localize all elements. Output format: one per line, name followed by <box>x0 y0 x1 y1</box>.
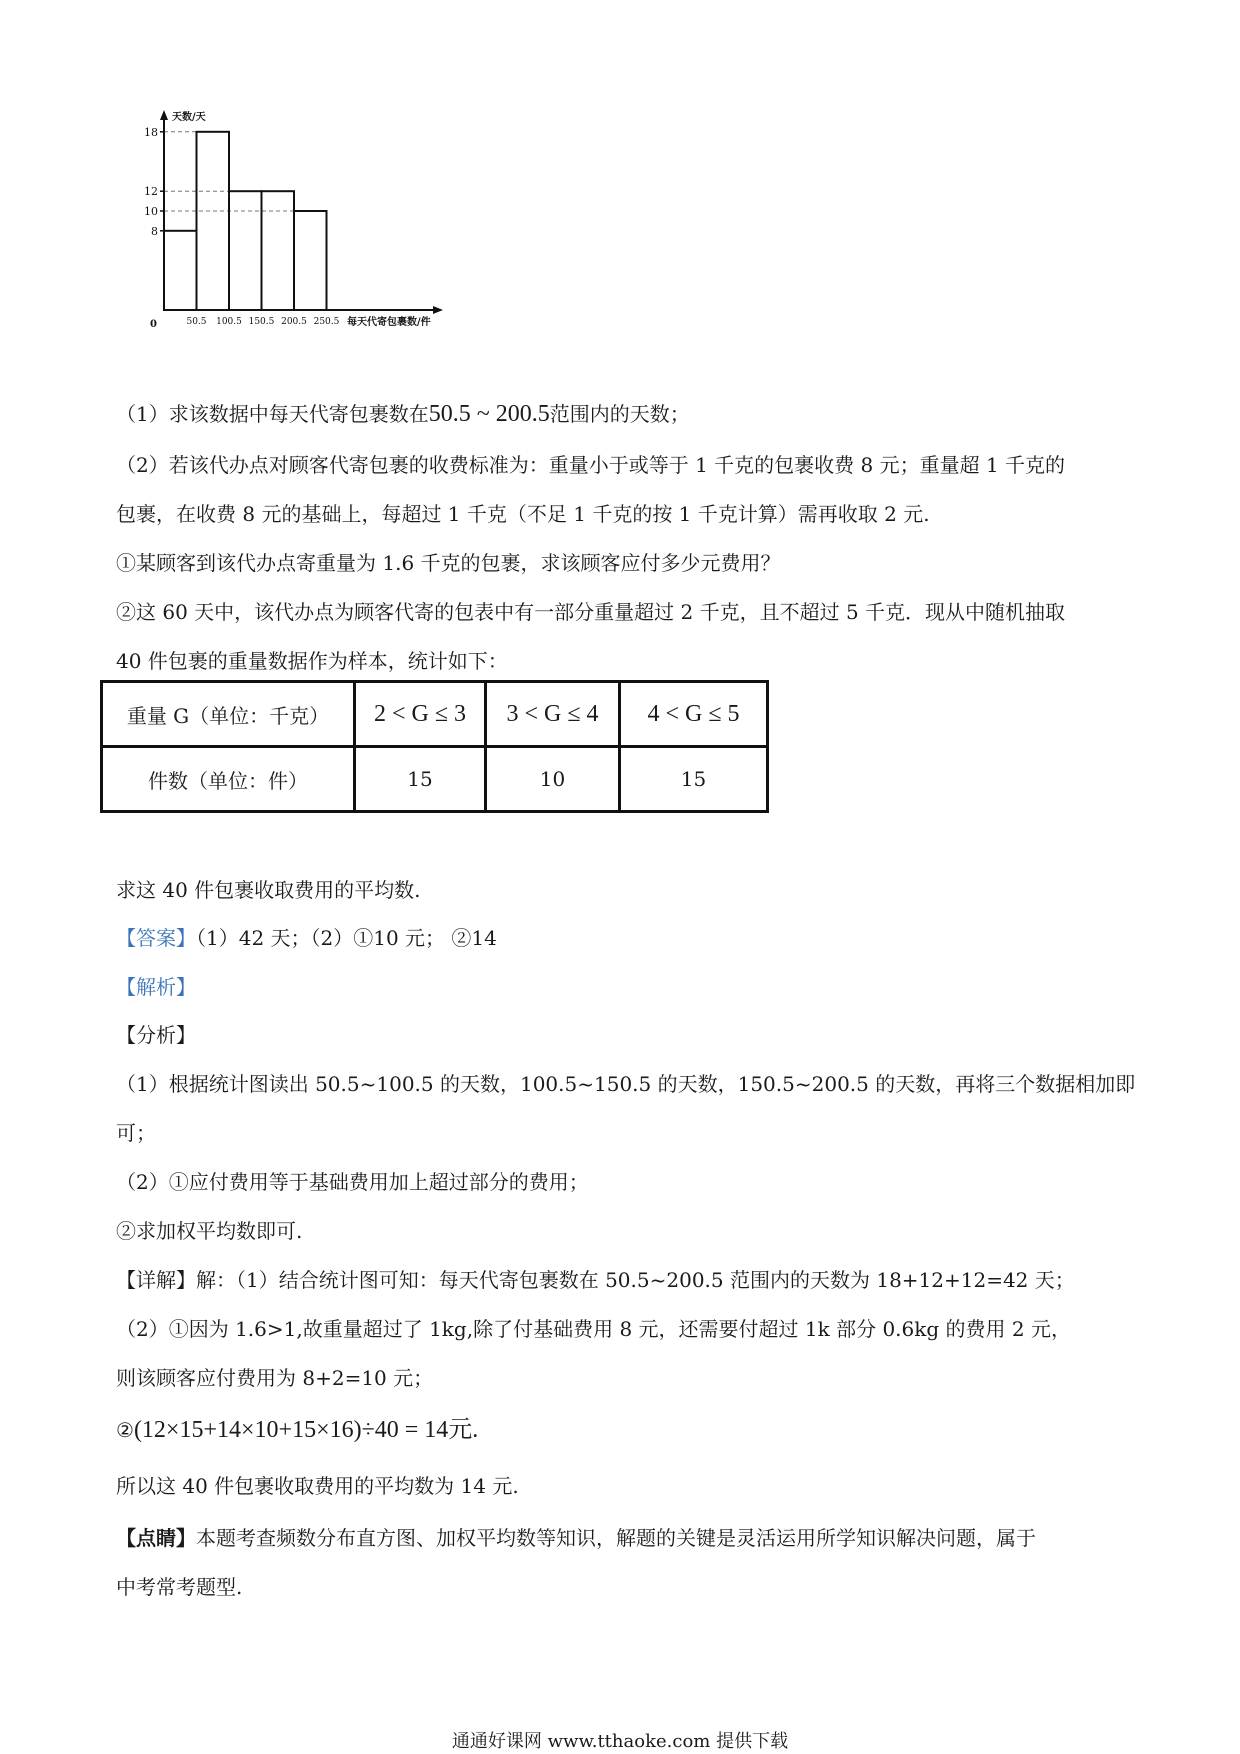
answer-text: （1）42 天；（2）①10 元； ②14 <box>196 926 497 950</box>
question-1-range: 50.5 ~ 200.5 <box>428 401 550 427</box>
histogram-chart <box>140 110 480 380</box>
detail-1-text: 解：（1）结合统计图可知：每天代寄包裹数在 50.5~200.5 范围内的天数为 18+12+12=42 天； <box>196 1268 1075 1292</box>
table-cell: 10 <box>486 747 620 812</box>
comment-text: 本题考查频数分布直方图、加权平均数等知识，解题的关键是灵活运用所学知识解决问题，属于 <box>196 1526 1036 1550</box>
table-header-cell: 重量 G（单位：千克） <box>102 682 355 747</box>
question-2-sub-1: ①某顾客到该代办点寄重量为 1.6 千克的包裹，求该顾客应付多少元费用？ <box>116 551 781 575</box>
x-axis-arrow <box>433 306 443 314</box>
question-1 <box>116 400 690 428</box>
y-axis-label: 天数/天 <box>172 112 206 123</box>
table-header-cell: 4 < G ≤ 5 <box>620 682 768 747</box>
fenxi-1-line-2: 可； <box>116 1121 156 1145</box>
table-header-row <box>102 682 768 747</box>
x-tick-label: 250.5 <box>313 317 340 327</box>
y-tick-label: 8 <box>151 224 158 238</box>
histogram-bar <box>164 231 197 310</box>
x-tick-label: 100.5 <box>216 317 242 327</box>
question-2-line-1: （2）若该代办点对顾客代寄包裹的收费标准为：重量小于或等于 1 千克的包裹收费 8 元；重量超 1 千克的 <box>116 453 1066 477</box>
y-tick-label: 12 <box>144 185 158 199</box>
histogram-bar <box>294 211 327 310</box>
analysis-tag: 【解析】 <box>116 975 196 999</box>
question-1-tail: 范围内的天数； <box>549 402 690 426</box>
page-footer: 通通好课网 www.tthaoke.com 提供下载 <box>451 1731 789 1752</box>
comment-tag: 【点睛】 <box>116 1526 196 1550</box>
fenxi-1-line-1: （1）根据统计图读出 50.5~100.5 的天数，100.5~150.5 的天数，150.5~200.5 的天数，再将三个数据相加即 <box>116 1072 1136 1096</box>
question-2-line-2: 包裹，在收费 8 元的基础上，每超过 1 千克（不足 1 千克的按 1 千克计算）需再收取 2 元. <box>116 502 930 526</box>
answer-line <box>116 924 497 952</box>
comment-line-1 <box>116 1524 1036 1552</box>
fenxi-2: （2）①应付费用等于基础费用加上超过部分的费用； <box>116 1170 589 1194</box>
detail-tag: 【详解】 <box>116 1268 196 1292</box>
detail-2-line-1: （2）①因为 1.6>1,故重量超过了 1kg,除了付基础费用 8 元，还需要付超过 1k 部分 0.6kg 的费用 2 元， <box>116 1317 1071 1341</box>
detail-3 <box>116 1416 478 1444</box>
detail-line-1 <box>116 1266 1075 1294</box>
x-tick-label: 150.5 <box>248 317 275 327</box>
weight-table <box>100 680 769 813</box>
histogram-bar <box>197 132 230 310</box>
question-2-sub-2-ask: 求这 40 件包裹收取费用的平均数. <box>116 878 421 902</box>
histogram-bar <box>229 191 262 310</box>
y-tick-label: 10 <box>144 205 158 218</box>
table-row <box>102 747 768 812</box>
fenxi-3: ②求加权平均数即可. <box>116 1219 303 1243</box>
table-header-cell: 3 < G ≤ 4 <box>486 682 620 747</box>
x-tick-label: 50.5 <box>186 317 207 327</box>
y-axis-arrow <box>160 110 168 120</box>
detail-2-line-2: 则该顾客应付费用为 8+2=10 元； <box>116 1366 434 1390</box>
fenxi-tag: 【分析】 <box>116 1023 196 1047</box>
origin-label: 0 <box>150 319 157 330</box>
y-tick-label: 18 <box>144 125 158 139</box>
x-tick-label: 200.5 <box>281 317 307 327</box>
detail-4: 所以这 40 件包裹收取费用的平均数为 14 元. <box>116 1474 519 1498</box>
comment-line-2: 中考常考题型. <box>116 1575 243 1599</box>
table-cell: 件数（单位：件） <box>102 747 355 812</box>
answer-tag: 【答案】 <box>116 926 196 950</box>
histogram-bar <box>262 191 295 310</box>
table-cell: 15 <box>355 747 486 812</box>
detail-3-prefix: ② <box>116 1418 134 1442</box>
table-cell: 15 <box>620 747 768 812</box>
detail-3-formula: (12×15+14×10+15×16)÷40 = 14元. <box>133 1417 479 1443</box>
question-2-sub-2-line-2: 40 件包裹的重量数据作为样本，统计如下： <box>116 649 508 673</box>
question-1-text: （1）求该数据中每天代寄包裹数在 <box>116 402 429 426</box>
x-axis-label: 每天代寄包裹数/件 <box>347 317 431 328</box>
table-header-cell: 2 < G ≤ 3 <box>355 682 486 747</box>
question-2-sub-2-line-1: ②这 60 天中，该代办点为顾客代寄的包表中有一部分重量超过 2 千克，且不超过 5 千克．现从中随机抽取 <box>116 600 1066 624</box>
